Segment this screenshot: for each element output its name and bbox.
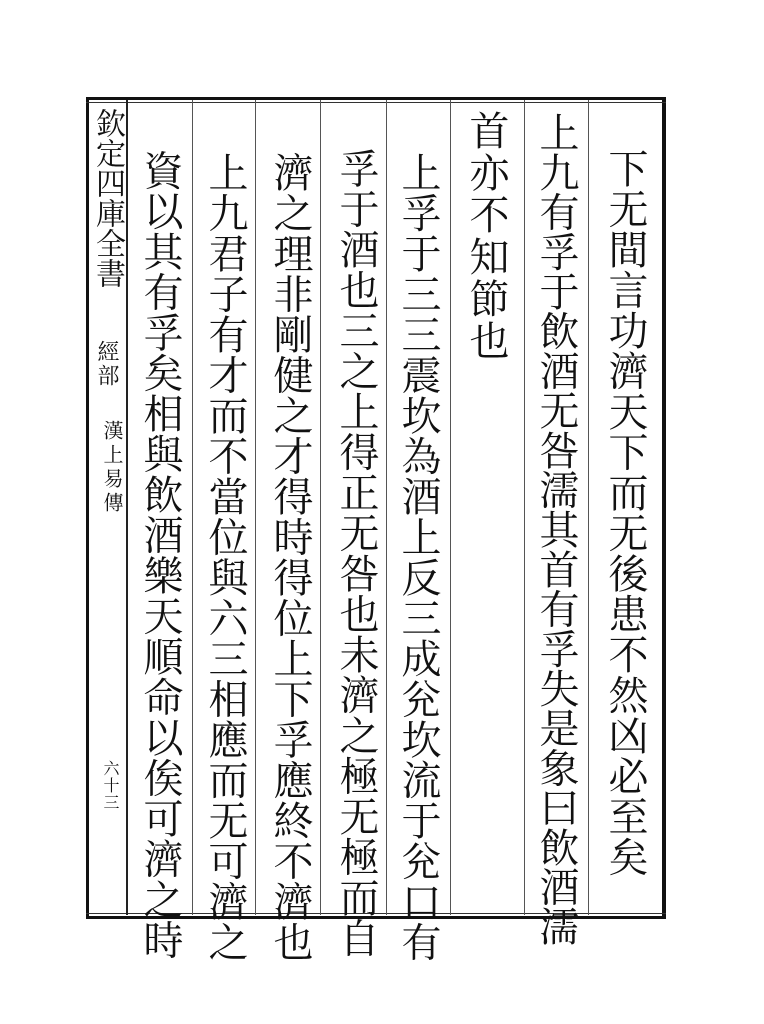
volume-label: 經部 <box>94 340 119 388</box>
text-column-1: 下无間言功濟天下而无後患不然凶必至矣 <box>602 148 648 877</box>
book-title: 欽定四庫全書 <box>90 108 125 288</box>
text-column-3: 首亦不知節也 <box>463 110 509 362</box>
text-column-5: 孚于酒也三之上得正无咎也未濟之極无極而自 <box>333 148 379 958</box>
page-number: 六十三 <box>101 760 120 811</box>
column-divider <box>588 100 589 915</box>
work-title: 漢上易傳 <box>100 420 124 516</box>
text-column-6: 濟之理非剛健之才得時得位上下孚應終不濟也 <box>267 152 313 962</box>
text-column-2: 上九有孚于飲酒无咎濡其首有孚失是象曰飲酒濡 <box>533 112 579 946</box>
column-divider <box>192 100 193 915</box>
text-column-4: 上孚于三三震坎為酒上反三成兊坎流于兊口有 <box>395 152 441 962</box>
margin-divider <box>126 100 128 915</box>
column-divider <box>320 100 321 915</box>
column-divider <box>386 100 387 915</box>
text-column-7: 上九君子有才而不當位與六三相應而无可濟之 <box>202 152 248 962</box>
column-divider <box>524 100 525 915</box>
top-border-rule <box>86 102 666 103</box>
column-divider <box>255 100 256 915</box>
column-divider <box>450 100 451 915</box>
text-column-8: 資以其有孚矣相與飲酒樂天順命以俟可濟之時 <box>137 150 183 960</box>
